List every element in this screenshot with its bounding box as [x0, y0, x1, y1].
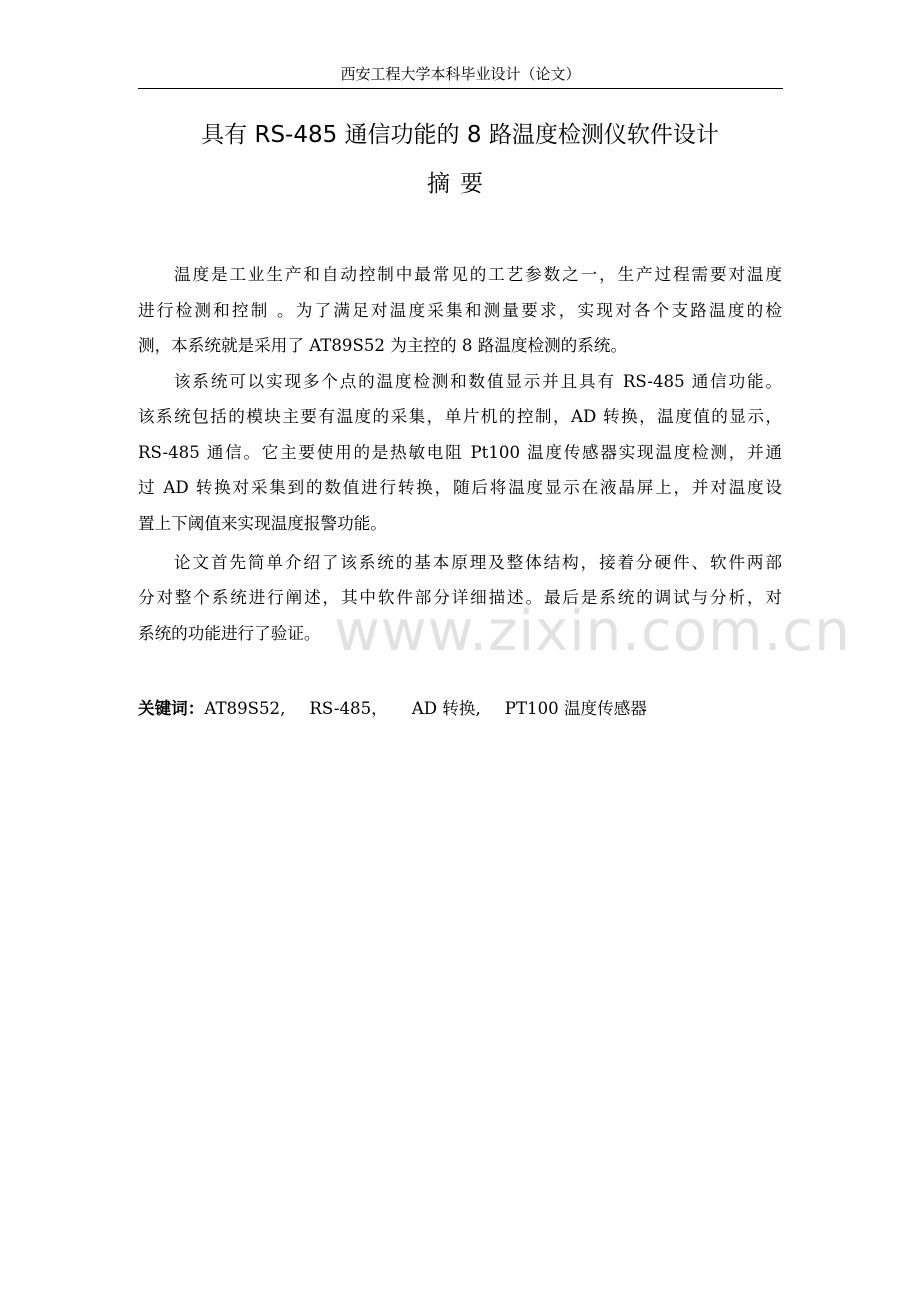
- paragraph-2-line-4: 过 AD 转换对采集到的数值进行转换，随后将温度显示在液晶屏上，并对温度设: [138, 478, 782, 497]
- keyword: AT89S52,: [204, 699, 286, 718]
- paragraph-2-line-1: 该系统可以实现多个点的温度检测和数值显示并且具有 RS-485 通信功能。: [174, 372, 782, 391]
- document-title: 具有 RS-485 通信功能的 8 路温度检测仪软件设计: [201, 122, 719, 148]
- paragraph-2-line-5: 置上下阈值来实现温度报警功能。: [138, 514, 387, 533]
- keyword: RS-485，: [309, 699, 388, 718]
- keyword: PT100 温度传感器: [504, 699, 647, 718]
- running-header: 西安工程大学本科毕业设计（论文）: [340, 65, 581, 83]
- keywords-line: [138, 696, 647, 722]
- paragraph-1-line-1: 温度是工业生产和自动控制中最常见的工艺参数之一，生产过程需要对温度: [174, 265, 782, 284]
- keywords-label: 关键词：: [138, 699, 205, 718]
- header-divider: [138, 88, 783, 89]
- paragraph-1-line-2: 进行检测和控制 。为了满足对温度采集和测量要求，实现对各个支路温度的检: [138, 301, 782, 320]
- paragraph-3-line-3: 系统的功能进行了验证。: [138, 624, 321, 643]
- paragraph-2-line-2: 该系统包括的模块主要有温度的采集，单片机的控制，AD 转换，温度值的显示，: [138, 407, 782, 426]
- watermark: www.zixin.com.cn: [334, 599, 851, 664]
- paragraph-1-line-3: 测，本系统就是采用了 AT89S52 为主控的 8 路温度检测的系统。: [138, 336, 628, 355]
- keyword: AD 转换,: [411, 699, 481, 718]
- paragraph-3-line-1: 论文首先简单介绍了该系统的基本原理及整体结构，接着分硬件、软件两部: [174, 553, 782, 572]
- paragraph-3-line-2: 分对整个系统进行阐述，其中软件部分详细描述。最后是系统的调试与分析，对: [138, 588, 782, 607]
- paragraph-2-line-3: RS-485 通信。它主要使用的是热敏电阻 Pt100 温度传感器实现温度检测，并通: [138, 443, 782, 462]
- abstract-heading: 摘要: [427, 171, 493, 197]
